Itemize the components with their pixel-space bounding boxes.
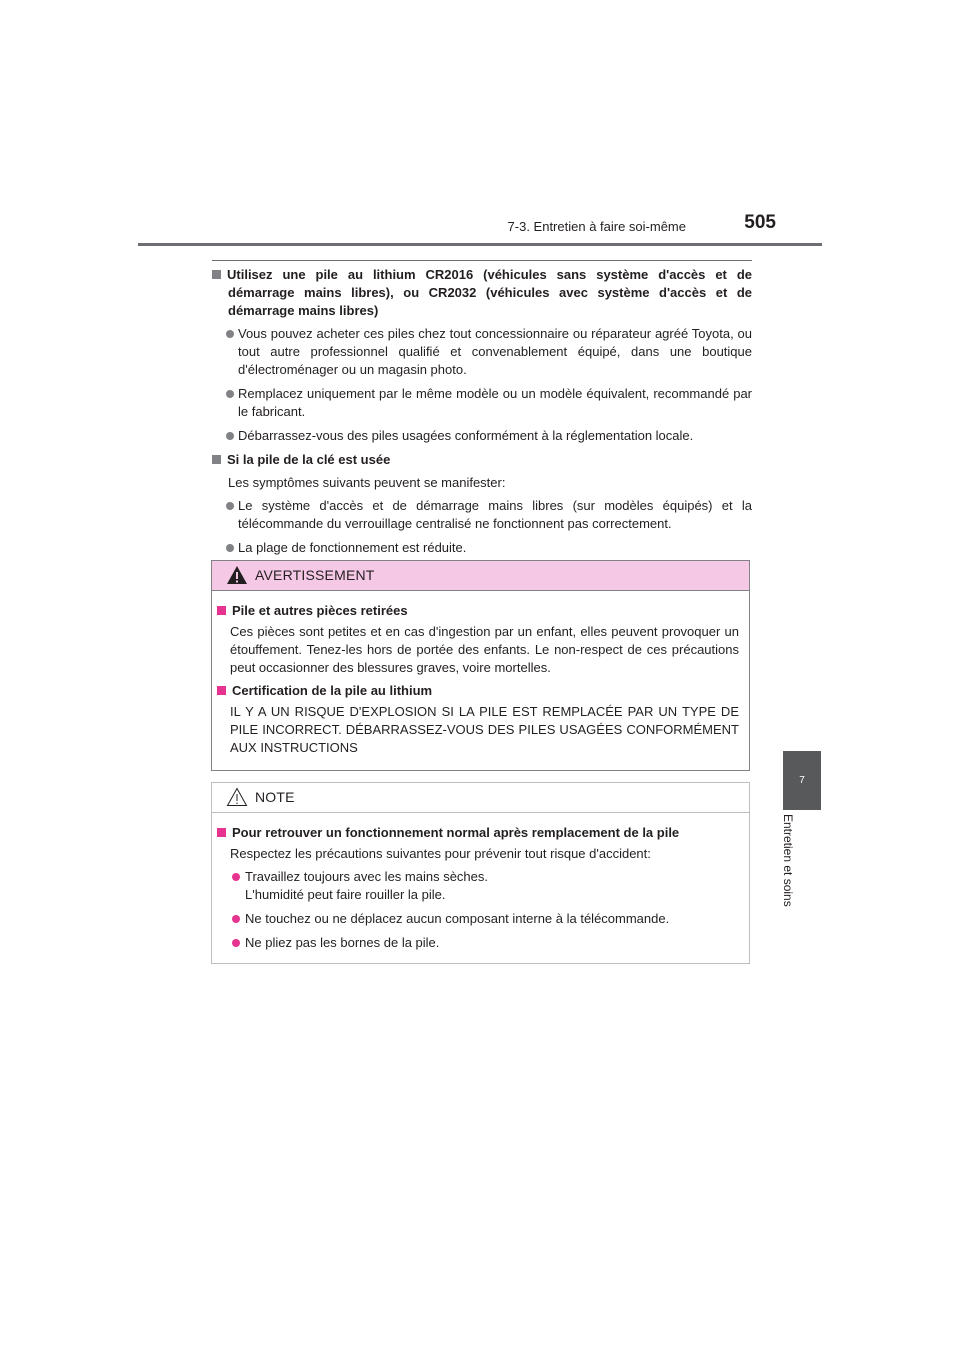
section-title: 7-3. Entretien à faire soi-même xyxy=(507,219,686,234)
circle-bullet-icon xyxy=(232,939,240,947)
circle-bullet-icon xyxy=(232,915,240,923)
square-bullet-icon xyxy=(217,828,226,837)
circle-bullet-icon xyxy=(226,390,234,398)
header-rule xyxy=(138,243,822,246)
note-box xyxy=(211,782,750,964)
list-item: Travaillez toujours avec les mains sèches. L'humidité peut faire rouiller la pile. xyxy=(217,868,739,904)
chapter-label: Entretien et soins xyxy=(781,814,795,907)
square-bullet-icon xyxy=(212,455,221,464)
content-rule xyxy=(212,260,752,261)
warning-triangle-icon xyxy=(226,565,248,585)
square-bullet-icon xyxy=(212,270,221,279)
square-bullet-icon xyxy=(217,606,226,615)
list-item: Vous pouvez acheter ces piles chez tout concessionnaire ou réparateur agréé Toyota, ou tout autre professionnel qualifié et convenablement équipé, dans une boutique d'électroménager ou un magasin photo. xyxy=(212,325,752,379)
circle-bullet-icon xyxy=(232,873,240,881)
list-item: Ne touchez ou ne déplacez aucun composant interne à la télécommande. xyxy=(217,910,739,928)
note-title: NOTE xyxy=(255,789,295,805)
list-item: Le système d'accès et de démarrage mains libres (sur modèles équipés) et la télécommande du verrouillage centralisé ne fonctionnent pas correctement. xyxy=(212,497,752,533)
warning-body xyxy=(212,591,749,757)
circle-bullet-icon xyxy=(226,544,234,552)
note-heading: Pour retrouver un fonctionnement normal après remplacement de la pile xyxy=(217,824,739,842)
page-number: 505 xyxy=(744,212,776,233)
list-item: La plage de fonctionnement est réduite. xyxy=(212,539,752,557)
section-intro: Les symptômes suivants peuvent se manifester: xyxy=(228,475,506,490)
caution-outline-triangle-icon xyxy=(226,787,248,807)
square-bullet-icon xyxy=(217,686,226,695)
warning-heading: Pile et autres pièces retirées xyxy=(217,602,739,620)
warning-box xyxy=(211,560,750,771)
note-header xyxy=(212,783,749,813)
note-intro: Respectez les précautions suivantes pour prévenir tout risque d'accident: xyxy=(230,846,651,861)
circle-bullet-icon xyxy=(226,330,234,338)
chapter-tab[interactable]: 7 xyxy=(783,751,821,810)
warning-heading: Certification de la pile au lithium xyxy=(217,682,739,700)
chapter-label-container xyxy=(781,814,812,964)
warning-title: AVERTISSEMENT xyxy=(255,567,375,583)
warning-text: IL Y A UN RISQUE D'EXPLOSION SI LA PILE EST REMPLACÉE PAR UN TYPE DE PILE INCORRECT. DÉBARRASSEZ-VOUS DES PILES USAGÉES CONFORMÉMENT AUX INSTRUCTIONS xyxy=(230,704,739,755)
section-heading: Si la pile de la clé est usée xyxy=(212,451,752,469)
section-heading: Utilisez une pile au lithium CR2016 (véhicules sans système d'accès et de démarrage mains libres), ou CR2032 (véhicules avec système d'accès et de démarrage mains libres) xyxy=(212,266,752,320)
warning-text: Ces pièces sont petites et en cas d'ingestion par un enfant, elles peuvent provoquer un étouffement. Tenez-les hors de portée des enfants. Le non-respect de ces précautions peut occasionner des blessures graves, voire mortelles. xyxy=(230,624,739,675)
list-item: Ne pliez pas les bornes de la pile. xyxy=(217,934,739,952)
list-item: Débarrassez-vous des piles usagées conformément à la réglementation locale. xyxy=(212,427,752,445)
main-content xyxy=(212,266,752,563)
note-body xyxy=(212,813,749,952)
circle-bullet-icon xyxy=(226,502,234,510)
circle-bullet-icon xyxy=(226,432,234,440)
warning-header xyxy=(212,561,749,591)
list-item: Remplacez uniquement par le même modèle ou un modèle équivalent, recommandé par le fabricant. xyxy=(212,385,752,421)
